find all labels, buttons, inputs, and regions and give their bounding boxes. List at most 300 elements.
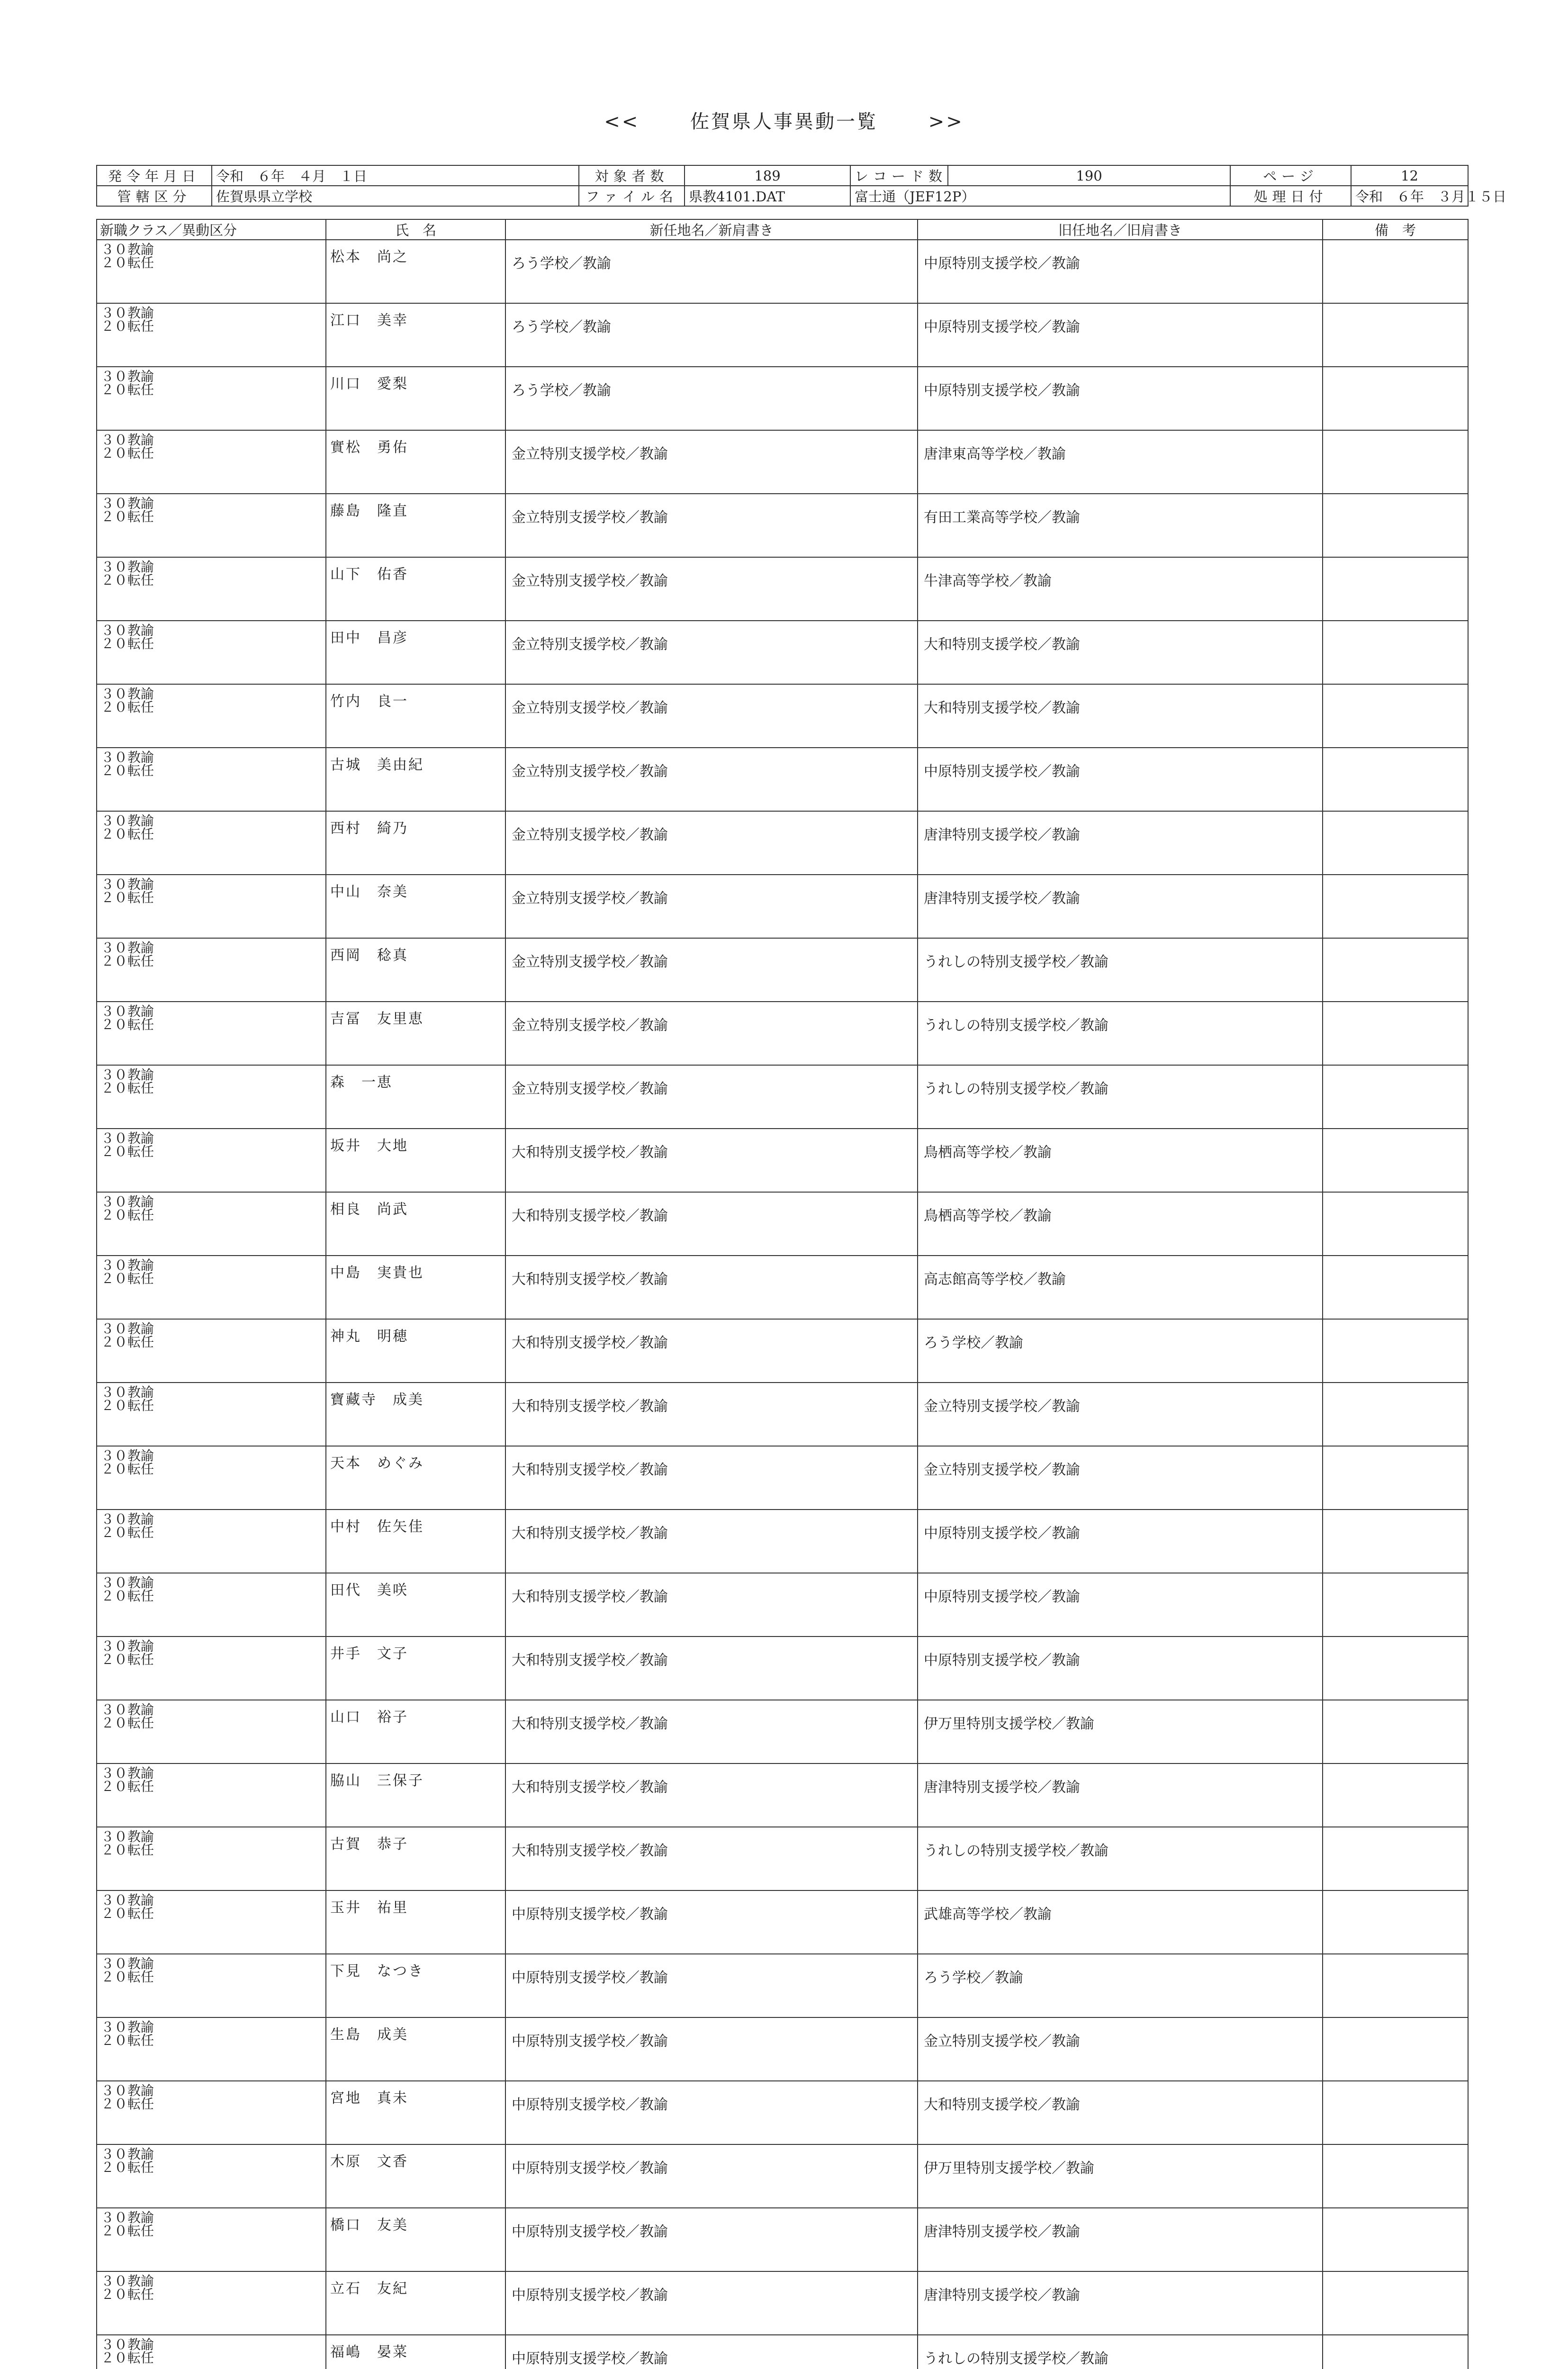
transfer-type: ２０転任: [101, 2287, 154, 2302]
old-post: 唐津東高等学校／教諭: [918, 430, 1323, 494]
header-row-1: [97, 165, 1468, 186]
person-name: 下見 なつき: [326, 1954, 505, 2017]
transfer-type: ２０転任: [101, 2033, 154, 2048]
table-row: [97, 1446, 1468, 1510]
header-table: [96, 165, 1507, 207]
person-name: 竹内 良一: [326, 684, 505, 748]
job-class: ３０教諭: [101, 940, 154, 956]
transfer-type: ２０転任: [101, 1334, 154, 1350]
transfer-type: ２０転任: [101, 953, 154, 969]
new-post: 金立特別支援学校／教諭: [505, 430, 918, 494]
job-class: ３０教諭: [101, 877, 154, 892]
transfer-type: ２０転任: [101, 1906, 154, 1921]
person-name: 實松 勇佑: [326, 430, 505, 494]
table-row: [97, 1065, 1468, 1129]
new-post: 大和特別支援学校／教諭: [505, 1700, 918, 1763]
new-post: ろう学校／教諭: [505, 367, 918, 430]
remarks-cell: [1323, 367, 1468, 430]
table-row: [97, 2271, 1468, 2335]
old-post: うれしの特別支援学校／教諭: [918, 1002, 1323, 1065]
table-row: [97, 1890, 1468, 1954]
transfer-type: ２０転任: [101, 2160, 154, 2175]
job-class: ３０教諭: [101, 1004, 154, 1019]
remarks-cell: [1323, 1827, 1468, 1890]
new-post: 大和特別支援学校／教諭: [505, 1446, 918, 1510]
table-row: [97, 1573, 1468, 1637]
class-cell: [97, 1637, 326, 1700]
table-row: [97, 1002, 1468, 1065]
class-cell: [97, 2081, 326, 2144]
new-post: 大和特別支援学校／教諭: [505, 1129, 918, 1192]
table-row: [97, 621, 1468, 684]
person-name: 森 一恵: [326, 1065, 505, 1129]
table-row: [97, 494, 1468, 557]
person-name: 古城 美由紀: [326, 748, 505, 811]
file-name-label: ファイル名: [579, 186, 685, 206]
table-row: [97, 557, 1468, 621]
class-cell: [97, 1763, 326, 1827]
job-class: ３０教諭: [101, 1892, 154, 1908]
table-row: [97, 1637, 1468, 1700]
remarks-cell: [1323, 2017, 1468, 2081]
record-count-label: レコード数: [850, 165, 948, 186]
job-class: ３０教諭: [101, 1702, 154, 1718]
table-row: [97, 1827, 1468, 1890]
job-class: ３０教諭: [101, 1829, 154, 1845]
table-row: [97, 1383, 1468, 1446]
person-name: 山口 裕子: [326, 1700, 505, 1763]
job-class: ３０教諭: [101, 1194, 154, 1210]
transfer-type: ２０転任: [101, 1779, 154, 1794]
old-post: 武雄高等学校／教諭: [918, 1890, 1323, 1954]
class-cell: [97, 748, 326, 811]
old-post: 牛津高等学校／教諭: [918, 557, 1323, 621]
remarks-cell: [1323, 1510, 1468, 1573]
transfer-type: ２０転任: [101, 572, 154, 588]
job-class: ３０教諭: [101, 1575, 154, 1591]
person-name: 西村 綺乃: [326, 811, 505, 875]
class-cell: [97, 1256, 326, 1319]
table-row: [97, 2017, 1468, 2081]
remarks-cell: [1323, 875, 1468, 938]
new-post: ろう学校／教諭: [505, 303, 918, 367]
job-class: ３０教諭: [101, 2019, 154, 2035]
table-row: [97, 303, 1468, 367]
class-cell: [97, 1383, 326, 1446]
class-cell: [97, 1827, 326, 1890]
table-row: [97, 240, 1468, 303]
col-header-remarks: 備 考: [1323, 219, 1468, 240]
person-name: 相良 尚武: [326, 1192, 505, 1256]
table-row: [97, 2144, 1468, 2208]
remarks-cell: [1323, 811, 1468, 875]
remarks-cell: [1323, 494, 1468, 557]
old-post: うれしの特別支援学校／教諭: [918, 938, 1323, 1002]
new-post: 金立特別支援学校／教諭: [505, 494, 918, 557]
new-post: 中原特別支援学校／教諭: [505, 1954, 918, 2017]
old-post: 有田工業高等学校／教諭: [918, 494, 1323, 557]
class-cell: [97, 1573, 326, 1637]
old-post: うれしの特別支援学校／教諭: [918, 2335, 1323, 2369]
person-name: 生島 成美: [326, 2017, 505, 2081]
table-row: [97, 1192, 1468, 1256]
table-header-row: [97, 219, 1468, 240]
job-class: ３０教諭: [101, 1067, 154, 1083]
col-header-name: 氏 名: [326, 219, 505, 240]
new-post: 大和特別支援学校／教諭: [505, 1319, 918, 1383]
process-date-value: 令和 ６年 ３月１５日: [1351, 186, 1468, 206]
target-count-value: 189: [685, 165, 850, 186]
new-post: 金立特別支援学校／教諭: [505, 748, 918, 811]
person-name: 藤島 隆直: [326, 494, 505, 557]
transfer-table: [96, 219, 1469, 2369]
remarks-cell: [1323, 1637, 1468, 1700]
person-name: 井手 文子: [326, 1637, 505, 1700]
remarks-cell: [1323, 1192, 1468, 1256]
old-post: 伊万里特別支援学校／教諭: [918, 1700, 1323, 1763]
old-post: 中原特別支援学校／教諭: [918, 1573, 1323, 1637]
transfer-type: ２０転任: [101, 255, 154, 271]
person-name: 松本 尚之: [326, 240, 505, 303]
transfer-type: ２０転任: [101, 826, 154, 842]
job-class: ３０教諭: [101, 2210, 154, 2225]
table-row: [97, 1319, 1468, 1383]
remarks-cell: [1323, 1446, 1468, 1510]
class-cell: [97, 2208, 326, 2271]
document-title: [0, 107, 1568, 134]
remarks-cell: [1323, 1002, 1468, 1065]
transfer-type: ２０転任: [101, 509, 154, 524]
new-post: 金立特別支援学校／教諭: [505, 684, 918, 748]
class-cell: [97, 557, 326, 621]
person-name: 天本 めぐみ: [326, 1446, 505, 1510]
remarks-cell: [1323, 621, 1468, 684]
transfer-type: ２０転任: [101, 1715, 154, 1731]
old-post: 中原特別支援学校／教諭: [918, 367, 1323, 430]
old-post: 伊万里特別支援学校／教諭: [918, 2144, 1323, 2208]
person-name: 神丸 明穂: [326, 1319, 505, 1383]
table-row: [97, 1510, 1468, 1573]
job-class: ３０教諭: [101, 2337, 154, 2352]
table-row: [97, 938, 1468, 1002]
job-class: ３０教諭: [101, 496, 154, 511]
transfer-type: ２０転任: [101, 890, 154, 905]
table-row: [97, 1763, 1468, 1827]
old-post: 唐津特別支援学校／教諭: [918, 1763, 1323, 1827]
old-post: うれしの特別支援学校／教諭: [918, 1065, 1323, 1129]
remarks-cell: [1323, 748, 1468, 811]
old-post: 中原特別支援学校／教諭: [918, 748, 1323, 811]
old-post: 大和特別支援学校／教諭: [918, 621, 1323, 684]
title-close-mark: >>: [928, 111, 964, 133]
printer-value: 富士通（JEF12P）: [850, 186, 1230, 206]
job-class: ３０教諭: [101, 369, 154, 384]
remarks-cell: [1323, 1319, 1468, 1383]
job-class: ３０教諭: [101, 1130, 154, 1146]
new-post: 金立特別支援学校／教諭: [505, 621, 918, 684]
person-name: 坂井 大地: [326, 1129, 505, 1192]
transfer-type: ２０転任: [101, 445, 154, 461]
class-cell: [97, 1065, 326, 1129]
remarks-cell: [1323, 2081, 1468, 2144]
transfer-type: ２０転任: [101, 1080, 154, 1096]
job-class: ３０教諭: [101, 1956, 154, 1971]
class-cell: [97, 2144, 326, 2208]
table-row: [97, 811, 1468, 875]
table-row: [97, 1256, 1468, 1319]
title-open-mark: <<: [604, 111, 640, 133]
old-post: 金立特別支援学校／教諭: [918, 2017, 1323, 2081]
class-cell: [97, 1954, 326, 2017]
job-class: ３０教諭: [101, 813, 154, 829]
remarks-cell: [1323, 938, 1468, 1002]
class-cell: [97, 1129, 326, 1192]
old-post: 鳥栖高等学校／教諭: [918, 1129, 1323, 1192]
new-post: 中原特別支援学校／教諭: [505, 2144, 918, 2208]
new-post: 金立特別支援学校／教諭: [505, 875, 918, 938]
col-header-old-post: 旧任地名／旧肩書き: [918, 219, 1323, 240]
process-date-label: 処理日付: [1230, 186, 1351, 206]
person-name: 中村 佐矢佳: [326, 1510, 505, 1573]
remarks-cell: [1323, 2144, 1468, 2208]
job-class: ３０教諭: [101, 559, 154, 575]
job-class: ３０教諭: [101, 1638, 154, 1654]
remarks-cell: [1323, 1065, 1468, 1129]
class-cell: [97, 1510, 326, 1573]
new-post: 金立特別支援学校／教諭: [505, 811, 918, 875]
issue-date-value: 令和 ６年 ４月 １日: [212, 165, 579, 186]
table-row: [97, 430, 1468, 494]
old-post: ろう学校／教諭: [918, 1319, 1323, 1383]
remarks-cell: [1323, 303, 1468, 367]
old-post: 中原特別支援学校／教諭: [918, 1637, 1323, 1700]
remarks-cell: [1323, 1700, 1468, 1763]
transfer-type: ２０転任: [101, 1144, 154, 1159]
class-cell: [97, 1700, 326, 1763]
transfer-type: ２０転任: [101, 2223, 154, 2239]
old-post: 鳥栖高等学校／教諭: [918, 1192, 1323, 1256]
person-name: 川口 愛梨: [326, 367, 505, 430]
class-cell: [97, 621, 326, 684]
transfer-type: ２０転任: [101, 1461, 154, 1477]
class-cell: [97, 494, 326, 557]
job-class: ３０教諭: [101, 242, 154, 257]
col-header-new-post: 新任地名／新肩書き: [505, 219, 918, 240]
new-post: 大和特別支援学校／教諭: [505, 1763, 918, 1827]
page-label: ページ: [1230, 165, 1351, 186]
old-post: 大和特別支援学校／教諭: [918, 684, 1323, 748]
old-post: 唐津特別支援学校／教諭: [918, 2208, 1323, 2271]
old-post: 唐津特別支援学校／教諭: [918, 811, 1323, 875]
transfer-type: ２０転任: [101, 2350, 154, 2366]
person-name: 西岡 稔真: [326, 938, 505, 1002]
transfer-type: ２０転任: [101, 1398, 154, 1413]
old-post: 唐津特別支援学校／教諭: [918, 875, 1323, 938]
class-cell: [97, 240, 326, 303]
class-cell: [97, 1002, 326, 1065]
table-row: [97, 684, 1468, 748]
job-class: ３０教諭: [101, 1384, 154, 1400]
table-row: [97, 1700, 1468, 1763]
new-post: 金立特別支援学校／教諭: [505, 1002, 918, 1065]
class-cell: [97, 1890, 326, 1954]
transfer-type: ２０転任: [101, 1969, 154, 1985]
transfer-type: ２０転任: [101, 1017, 154, 1032]
file-name-value: 県教4101.DAT: [685, 186, 850, 206]
job-class: ３０教諭: [101, 432, 154, 448]
remarks-cell: [1323, 557, 1468, 621]
jurisdiction-value: 佐賀県県立学校: [212, 186, 579, 206]
jurisdiction-label: 管轄区分: [97, 186, 212, 206]
class-cell: [97, 2017, 326, 2081]
old-post: 高志館高等学校／教諭: [918, 1256, 1323, 1319]
new-post: 金立特別支援学校／教諭: [505, 938, 918, 1002]
class-cell: [97, 303, 326, 367]
new-post: ろう学校／教諭: [505, 240, 918, 303]
transfer-type: ２０転任: [101, 636, 154, 651]
person-name: 脇山 三保子: [326, 1763, 505, 1827]
class-cell: [97, 938, 326, 1002]
new-post: 中原特別支援学校／教諭: [505, 2271, 918, 2335]
transfer-type: ２０転任: [101, 1525, 154, 1540]
transfer-type: ２０転任: [101, 1652, 154, 1667]
remarks-cell: [1323, 1763, 1468, 1827]
new-post: 大和特別支援学校／教諭: [505, 1383, 918, 1446]
person-name: 中島 実貴也: [326, 1256, 505, 1319]
class-cell: [97, 2335, 326, 2369]
person-name: 吉冨 友里恵: [326, 1002, 505, 1065]
old-post: 中原特別支援学校／教諭: [918, 303, 1323, 367]
transfer-type: ２０転任: [101, 1842, 154, 1858]
new-post: 中原特別支援学校／教諭: [505, 2081, 918, 2144]
job-class: ３０教諭: [101, 750, 154, 765]
new-post: 大和特別支援学校／教諭: [505, 1256, 918, 1319]
person-name: 田中 昌彦: [326, 621, 505, 684]
job-class: ３０教諭: [101, 686, 154, 702]
person-name: 木原 文香: [326, 2144, 505, 2208]
remarks-cell: [1323, 2271, 1468, 2335]
old-post: 金立特別支援学校／教諭: [918, 1383, 1323, 1446]
remarks-cell: [1323, 1383, 1468, 1446]
person-name: 寶藏寺 成美: [326, 1383, 505, 1446]
person-name: 江口 美幸: [326, 303, 505, 367]
new-post: 中原特別支援学校／教諭: [505, 2208, 918, 2271]
new-post: 中原特別支援学校／教諭: [505, 2017, 918, 2081]
issue-date-label: 発令年月日: [97, 165, 212, 186]
remarks-cell: [1323, 1954, 1468, 2017]
transfer-type: ２０転任: [101, 699, 154, 715]
person-name: 古賀 恭子: [326, 1827, 505, 1890]
target-count-label: 対象者数: [579, 165, 685, 186]
class-cell: [97, 1192, 326, 1256]
person-name: 福嶋 晏菜: [326, 2335, 505, 2369]
remarks-cell: [1323, 240, 1468, 303]
old-post: 金立特別支援学校／教諭: [918, 1446, 1323, 1510]
transfer-type: ２０転任: [101, 2096, 154, 2112]
remarks-cell: [1323, 2335, 1468, 2369]
table-row: [97, 875, 1468, 938]
person-name: 宮地 真未: [326, 2081, 505, 2144]
transfer-type: ２０転任: [101, 1207, 154, 1223]
transfer-type: ２０転任: [101, 763, 154, 778]
remarks-cell: [1323, 2208, 1468, 2271]
class-cell: [97, 875, 326, 938]
old-post: 唐津特別支援学校／教諭: [918, 2271, 1323, 2335]
new-post: 大和特別支援学校／教諭: [505, 1510, 918, 1573]
job-class: ３０教諭: [101, 2146, 154, 2162]
table-row: [97, 2208, 1468, 2271]
person-name: 玉井 祐里: [326, 1890, 505, 1954]
table-row: [97, 1129, 1468, 1192]
job-class: ３０教諭: [101, 2083, 154, 2098]
remarks-cell: [1323, 430, 1468, 494]
table-row: [97, 2335, 1468, 2369]
remarks-cell: [1323, 684, 1468, 748]
remarks-cell: [1323, 1129, 1468, 1192]
class-cell: [97, 684, 326, 748]
remarks-cell: [1323, 1573, 1468, 1637]
job-class: ３０教諭: [101, 1511, 154, 1527]
col-header-class: 新職クラス／異動区分: [97, 219, 326, 240]
class-cell: [97, 367, 326, 430]
table-row: [97, 367, 1468, 430]
old-post: ろう学校／教諭: [918, 1954, 1323, 2017]
transfer-type: ２０転任: [101, 1588, 154, 1604]
table-row: [97, 748, 1468, 811]
job-class: ３０教諭: [101, 1765, 154, 1781]
page-value: 12: [1351, 165, 1468, 186]
transfer-type: ２０転任: [101, 382, 154, 398]
person-name: 橋口 友美: [326, 2208, 505, 2271]
class-cell: [97, 811, 326, 875]
header-row-2: [97, 186, 1468, 206]
table-row: [97, 1954, 1468, 2017]
transfer-type: ２０転任: [101, 1271, 154, 1286]
new-post: 大和特別支援学校／教諭: [505, 1192, 918, 1256]
job-class: ３０教諭: [101, 623, 154, 638]
class-cell: [97, 430, 326, 494]
class-cell: [97, 2271, 326, 2335]
transfer-type: ２０転任: [101, 318, 154, 334]
job-class: ３０教諭: [101, 305, 154, 321]
new-post: 中原特別支援学校／教諭: [505, 2335, 918, 2369]
new-post: 中原特別支援学校／教諭: [505, 1890, 918, 1954]
new-post: 大和特別支援学校／教諭: [505, 1573, 918, 1637]
remarks-cell: [1323, 1890, 1468, 1954]
new-post: 大和特別支援学校／教諭: [505, 1827, 918, 1890]
job-class: ３０教諭: [101, 1448, 154, 1464]
new-post: 大和特別支援学校／教諭: [505, 1637, 918, 1700]
record-count-value: 190: [948, 165, 1230, 186]
old-post: 大和特別支援学校／教諭: [918, 2081, 1323, 2144]
old-post: 中原特別支援学校／教諭: [918, 240, 1323, 303]
job-class: ３０教諭: [101, 1257, 154, 1273]
remarks-cell: [1323, 1256, 1468, 1319]
person-name: 立石 友紀: [326, 2271, 505, 2335]
job-class: ３０教諭: [101, 2273, 154, 2289]
person-name: 山下 佑香: [326, 557, 505, 621]
old-post: うれしの特別支援学校／教諭: [918, 1827, 1323, 1890]
new-post: 金立特別支援学校／教諭: [505, 557, 918, 621]
class-cell: [97, 1446, 326, 1510]
job-class: ３０教諭: [101, 1321, 154, 1337]
person-name: 田代 美咲: [326, 1573, 505, 1637]
new-post: 金立特別支援学校／教諭: [505, 1065, 918, 1129]
old-post: 中原特別支援学校／教諭: [918, 1510, 1323, 1573]
person-name: 中山 奈美: [326, 875, 505, 938]
table-row: [97, 2081, 1468, 2144]
class-cell: [97, 1319, 326, 1383]
